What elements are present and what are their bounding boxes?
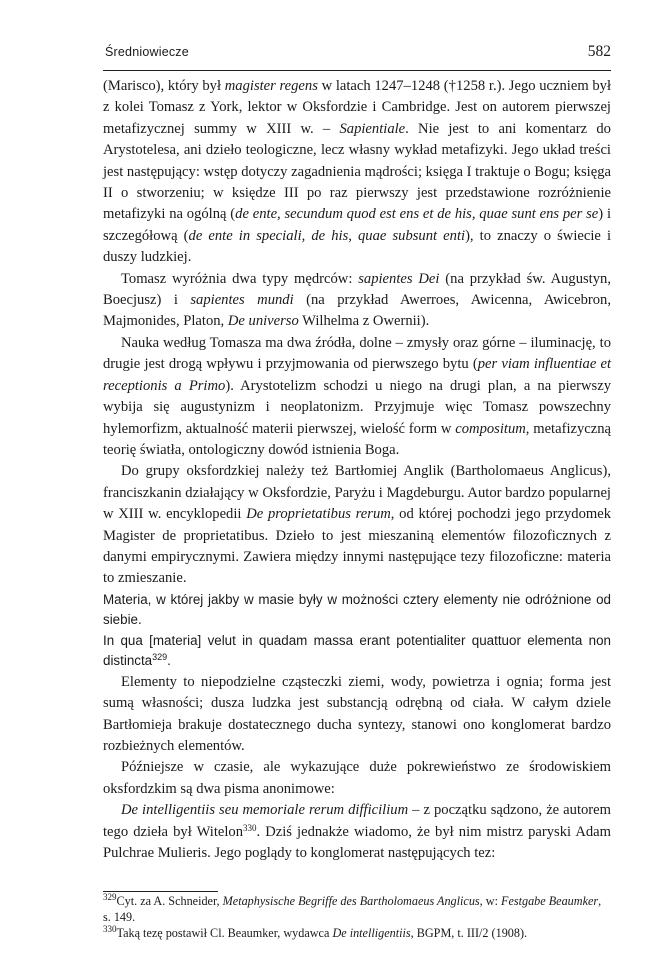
- footnote-number: 329: [103, 892, 117, 902]
- italic-title: De intelligentiis: [332, 926, 411, 941]
- italic-title: De universo: [227, 313, 299, 330]
- paragraph-elementy: Elementy to niepodzielne cząsteczki ziemi, wody, powietrza i ognia; forma jest sumą własności; dusza ludzka jest substancją odrębną od ciała. W całym dziele Bartłomieja brakuje dostatecznego ducha syntezy, stanowi ono konglomerat bardzo rozbieżnych elementów.: [103, 673, 611, 754]
- running-head: Średniowiecze: [105, 45, 189, 59]
- text-run: In qua [materia] velut in quadam massa erant potentialiter quattuor elementa non distincta: [103, 632, 611, 669]
- italic-quote: de ente in speciali, de his, quae subsunt enti: [188, 227, 466, 244]
- paragraph-nauka: [103, 333, 611, 461]
- footnote-330: [103, 925, 611, 941]
- italic-title: Metaphysische Begriffe des Bartholomaeus Anglicus: [222, 894, 480, 908]
- footnotes: [103, 893, 611, 942]
- italic-term: sapientes mundi: [190, 292, 294, 309]
- italic-title: De proprietatibus rerum: [246, 506, 391, 523]
- italic-term: magister regens: [224, 78, 318, 94]
- text-run: , w:: [479, 894, 501, 908]
- text-run: Cyt. za A. Schneider,: [116, 894, 223, 908]
- text-run: Tomasz wyróżnia dwa typy mędrców:: [121, 270, 359, 287]
- text-run: Do grupy oksfordzkiej należy też Bartłomiej Anglik (Bartholomaeus Anglicus), franciszkanin działający w Oksfordzie, Paryżu i Magdeburgu. Autor bardzo popularnej w XIII w. encyklopedii: [103, 463, 611, 523]
- text-run: (na przykład Awerroes, Awicenna, Awicebron, Majmonides, Platon,: [103, 292, 611, 330]
- text-run: . Dziś jednakże wiadomo, że był nim mistrz paryski Adam Pulchrae Mulieris. Jego poglądy to konglomerat następujących tez:: [103, 823, 611, 861]
- page-header: [103, 44, 611, 71]
- italic-quote: per viam influentiae et receptionis a Primo: [103, 356, 611, 394]
- footnote-ref[interactable]: 329: [152, 652, 168, 663]
- paragraph-marisco: [103, 76, 611, 269]
- italic-title: De intelligentiis seu memoriale rerum difficilium: [121, 802, 409, 819]
- italic-title: Sapientiale: [339, 120, 406, 137]
- text-run: . Nie jest to ani komentarz do Arystotelesa, ani dzieło teologiczne, lecz własny wykład metafizyki. Jego układ treści jest następujący: wstęp dotyczy zagadnienia mądrości; księga I traktuje o Bogu; księga II o stworzeniu; w księdze III po raz pierwszy jest przedstawione rozróżnienie metafizyki na ogólną (: [103, 120, 611, 223]
- paragraph-de-intelligentiis: [103, 800, 611, 864]
- text-run: Nauka według Tomasza ma dwa źródła, dolne – zmysły oraz górne – iluminację, to drugie jest drogą wpływu i przyjmowania od pierwszego bytu (: [103, 334, 611, 373]
- paragraph-pozniejsze: Późniejsze w czasie, ale wykazujące duże pokrewieństwo ze środowiskiem oksfordzkim są dwa pisma anonimowe:: [103, 759, 611, 797]
- text-run: ) i szczegółową (: [103, 206, 611, 244]
- text-run: , od której pochodzi jego przydomek Magister de proprietatibus. Dzieło to jest mieszaniną elementów filozoficznych z danymi empirycznymi. Zawiera między innymi następujące tezy filozoficzne: materia to zmieszanie.: [103, 506, 612, 587]
- page-number: 582: [587, 43, 611, 60]
- block-quote-polish: Materia, w której jakby w masie były w możności cztery elementy nie odróżnione od siebie.: [103, 591, 611, 628]
- footnote-ref[interactable]: 330: [243, 822, 257, 833]
- main-text: [103, 76, 611, 864]
- text-run: ). Arystotelizm schodzi u niego na drugi plan, a na pierwszy wybija się augustynizm i neoplatonizm. Przyjmuje więc Tomasz powszechny hylemorfizm, aktualność materii pierwszej, wielość form w: [103, 377, 611, 437]
- italic-title: Festgabe Beaumker: [501, 894, 599, 908]
- text-run: (na przykład św. Augustyn, Boecjusz) i: [103, 270, 611, 309]
- text-run: (Marisco), który był: [103, 78, 225, 94]
- text-run: , s. 149.: [103, 894, 602, 925]
- text-run: , BGPM, t. III/2 (1908).: [410, 926, 528, 941]
- text-run: ), to znaczy o świecie i duszy ludzkiej.: [103, 227, 612, 266]
- italic-quote: de ente, secundum quod est ens et de his, quae sunt ens per se: [235, 206, 599, 223]
- text-run: Taką tezę postawił Cl. Beaumker, wydawca: [116, 926, 333, 941]
- italic-term: sapientes Dei: [358, 270, 440, 287]
- paragraph-bartholomaeus: [103, 461, 611, 589]
- text-run: Wilhelma z Owernii).: [298, 313, 430, 330]
- text-run: , metafizyczną teorię światła, ontologiczny dowód istnienia Boga.: [103, 420, 611, 458]
- italic-term: compositum: [455, 420, 526, 437]
- footnote-number: 330: [103, 924, 117, 935]
- footnote-divider: [103, 891, 218, 892]
- text-run: w latach 1247–1248 (†1258 r.). Jego uczniem był z kolei Tomasz z York, lektor w Oksfordzie i Cambridge. Jest on autorem pierwszej metafizycznej summy w XIII w. –: [103, 78, 612, 137]
- footnote-329: [103, 893, 611, 925]
- block-quote-latin: In qua [materia] velut in quadam massa erant potentialiter quattuor elementa non distincta$^{329}$.: [103, 632, 611, 669]
- text-run: – z początku sądzono, że autorem tego dzieła był Witelon: [103, 802, 611, 840]
- paragraph-sapientes: [103, 269, 611, 333]
